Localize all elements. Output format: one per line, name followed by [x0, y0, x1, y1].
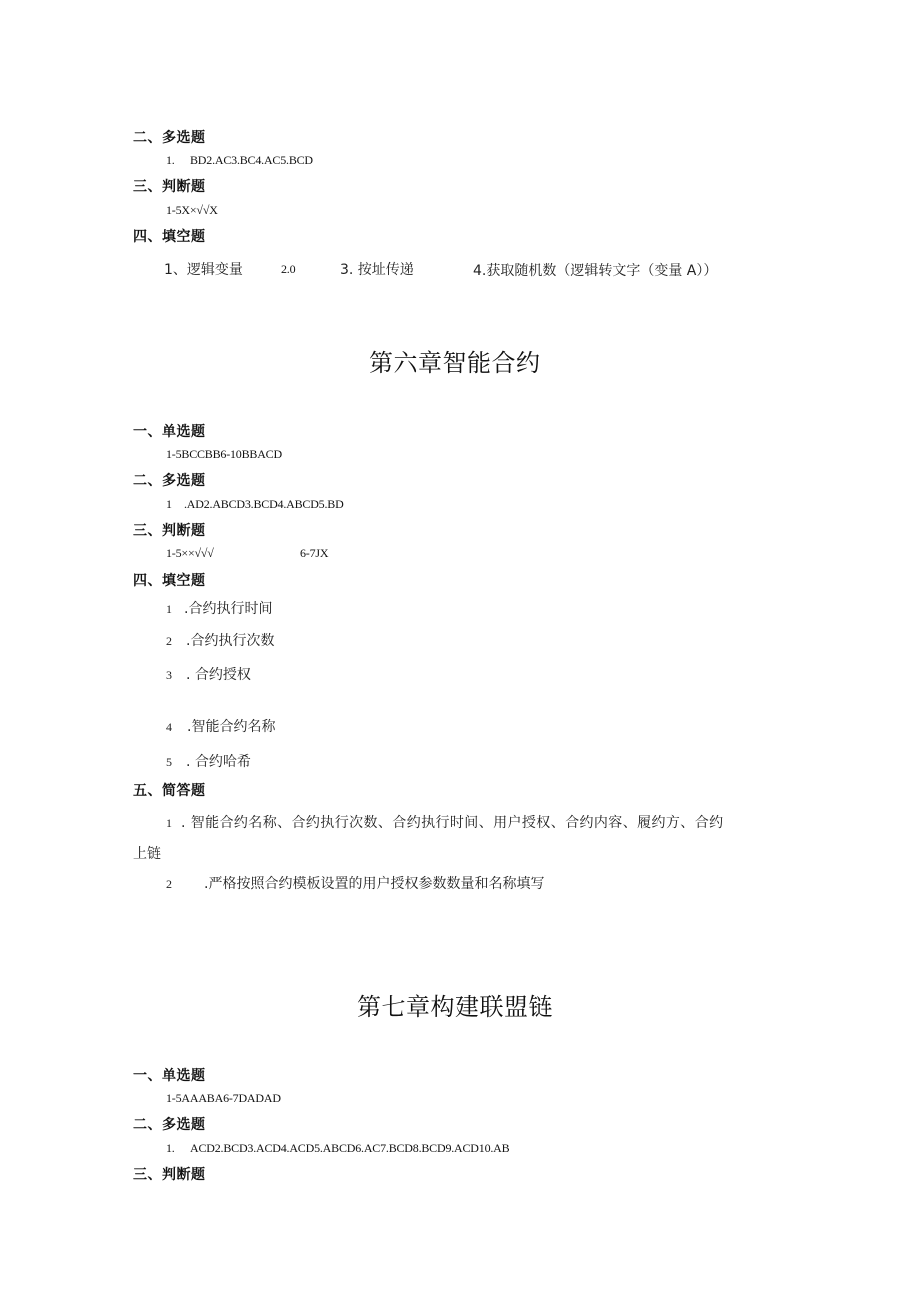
section-heading-true-false: 三、判断题	[133, 1167, 206, 1183]
item-number: 1	[166, 816, 172, 830]
answer-number: 1.	[166, 1141, 175, 1155]
section-heading-short-answer: 五、简答题	[133, 783, 206, 799]
item-text: .智能合约名称	[187, 719, 276, 735]
item-text: .合约执行次数	[186, 633, 275, 649]
fill-blank-item-2: 2.0	[281, 262, 296, 276]
fill-blank-item	[166, 598, 272, 618]
section-heading-multi-choice: 二、多选题	[133, 1117, 206, 1133]
item-number: 1	[166, 602, 172, 616]
fill-blank-item	[166, 630, 274, 650]
item-text: .严格按照合约模板设置的用户授权参数数量和名称填写	[204, 876, 545, 892]
section-heading-true-false: 三、判断题	[133, 523, 206, 539]
section-heading-multi-choice: 二、多选题	[133, 130, 206, 146]
short-answer-item	[166, 873, 544, 893]
fill-blank-item-4: 4.获取随机数（逻辑转文字（变量 A））	[473, 263, 718, 279]
multi-choice-answers: ACD2.BCD3.ACD4.ACD5.ABCD6.AC7.BCD8.BCD9.ACD10.AB	[190, 1141, 510, 1155]
item-number: 2	[166, 634, 172, 648]
true-false-answers-1-5: 1-5××√√√	[166, 546, 214, 560]
single-choice-answers: 1-5BCCBB6-10BBACD	[166, 447, 282, 461]
answer-number: 1	[166, 497, 172, 511]
item-text: . 合约哈希	[186, 754, 251, 770]
item-text: . 智能合约名称、合约执行次数、合约执行时间、用户授权、合约内容、履约方、合约	[181, 815, 724, 831]
fill-blank-item	[166, 751, 251, 771]
item-number: 2	[166, 877, 172, 891]
fill-blank-item-3: 3. 按址传递	[340, 262, 414, 278]
section-heading-fill-blank: 四、填空题	[133, 229, 206, 245]
chapter-7-title: 第七章构建联盟链	[357, 993, 553, 1021]
chapter-6-title: 第六章智能合约	[369, 349, 541, 377]
item-number: 4	[166, 720, 172, 734]
item-text: . 合约授权	[186, 667, 251, 683]
section-heading-single-choice: 一、单选题	[133, 424, 206, 440]
section-heading-fill-blank: 四、填空题	[133, 573, 206, 589]
item-number: 5	[166, 755, 172, 769]
answer-number: 1.	[166, 153, 175, 167]
item-text: .合约执行时间	[184, 601, 273, 617]
fill-blank-item	[166, 664, 251, 684]
true-false-answers-6-7: 6-7JX	[300, 546, 329, 560]
section-heading-true-false: 三、判断题	[133, 179, 206, 195]
single-choice-answers: 1-5AAABA6-7DADAD	[166, 1091, 281, 1105]
fill-blank-item-1: 1、逻辑变量	[164, 262, 243, 278]
true-false-answers: 1-5X×√√X	[166, 203, 218, 217]
multi-choice-answers: .AD2.ABCD3.BCD4.ABCD5.BD	[184, 497, 344, 511]
section-heading-multi-choice: 二、多选题	[133, 473, 206, 489]
section-heading-single-choice: 一、单选题	[133, 1068, 206, 1084]
fill-blank-item	[166, 716, 275, 736]
item-number: 3	[166, 668, 172, 682]
multi-choice-answers: BD2.AC3.BC4.AC5.BCD	[190, 153, 313, 167]
short-answer-continuation: 上链	[133, 846, 161, 862]
short-answer-item	[166, 812, 724, 832]
